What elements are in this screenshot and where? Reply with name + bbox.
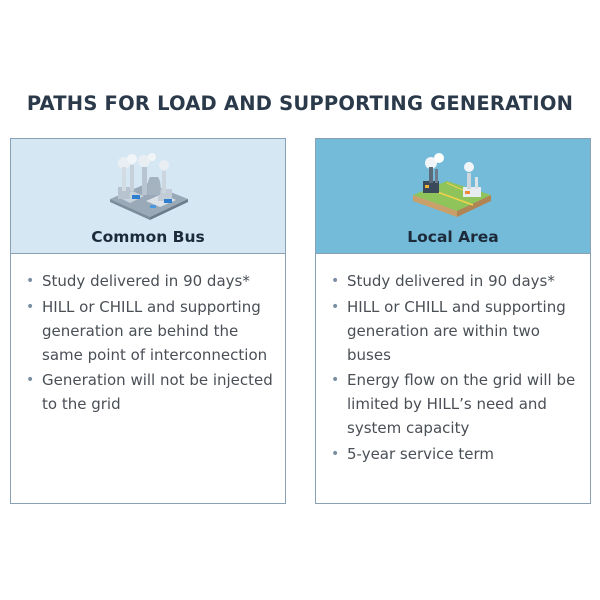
list-item: • 5-year service term — [331, 442, 580, 466]
card-title: Local Area — [407, 228, 499, 246]
list-item: • HILL or CHILL and supporting generation are within two buses — [331, 295, 580, 367]
list-item: • HILL or CHILL and supporting generation are behind the same point of interconnection — [26, 295, 275, 367]
page-title: PATHS FOR LOAD AND SUPPORTING GENERATION — [26, 92, 574, 115]
list-item: • Study delivered in 90 days* — [26, 269, 275, 293]
local-area-header — [316, 139, 590, 254]
common-bus-header — [11, 139, 285, 254]
bullet-list — [316, 254, 590, 466]
power-plant-island-icon — [407, 153, 499, 221]
list-item: • Study delivered in 90 days* — [331, 269, 580, 293]
common-bus-card — [10, 138, 286, 504]
card-title: Common Bus — [91, 228, 205, 246]
local-area-card — [315, 138, 591, 504]
list-item: • Energy flow on the grid will be limited by HILL’s need and system capacity — [331, 368, 580, 440]
list-item: • Generation will not be injected to the grid — [26, 368, 275, 416]
bullet-list — [11, 254, 285, 416]
power-plant-icon — [102, 153, 194, 221]
